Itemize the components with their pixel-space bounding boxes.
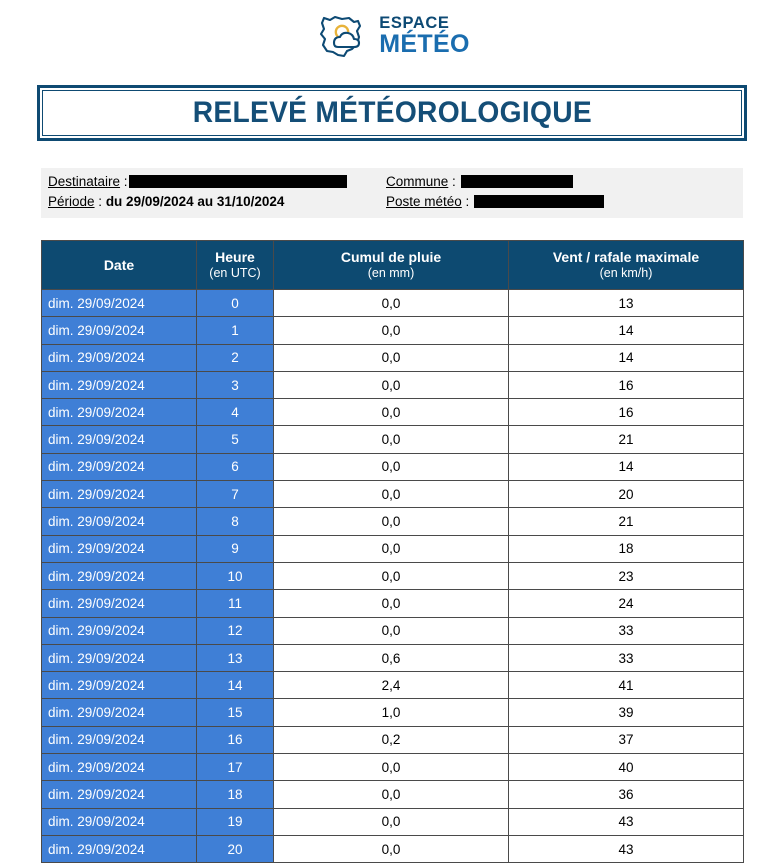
cell-heure: 18 (197, 781, 274, 808)
cell-date: dim. 29/09/2024 (42, 562, 197, 589)
cell-cumul-pluie: 0,0 (274, 835, 509, 862)
measurements-table-wrap (41, 240, 743, 857)
cell-heure: 8 (197, 508, 274, 535)
cell-vent-rafale: 14 (509, 453, 744, 480)
logo-line-espace: ESPACE (379, 13, 450, 32)
column-header-heure-sub: (en UTC) (209, 265, 261, 280)
table-row (42, 781, 744, 808)
periode-label: Période (48, 194, 95, 209)
cell-cumul-pluie: 0,0 (274, 317, 509, 344)
cell-date: dim. 29/09/2024 (42, 371, 197, 398)
cell-date: dim. 29/09/2024 (42, 290, 197, 317)
column-header-vent-sub: (en km/h) (599, 265, 653, 280)
cell-date: dim. 29/09/2024 (42, 644, 197, 671)
info-field-commune (386, 174, 573, 189)
cell-heure: 7 (197, 481, 274, 508)
page-title-box (37, 85, 747, 141)
column-header-vent-main: Vent / rafale maximale (552, 249, 700, 266)
info-row-first (48, 174, 743, 194)
cell-vent-rafale: 23 (509, 562, 744, 589)
table-row (42, 426, 744, 453)
column-header-pluie-sub: (en mm) (367, 265, 415, 280)
cell-cumul-pluie: 0,0 (274, 562, 509, 589)
measurements-table (41, 240, 744, 863)
table-row (42, 453, 744, 480)
table-row (42, 562, 744, 589)
report-info-bar (41, 168, 743, 218)
cell-vent-rafale: 40 (509, 754, 744, 781)
cell-date: dim. 29/09/2024 (42, 754, 197, 781)
cell-heure: 10 (197, 562, 274, 589)
info-field-periode (48, 194, 386, 209)
cell-date: dim. 29/09/2024 (42, 453, 197, 480)
cell-heure: 0 (197, 290, 274, 317)
cell-vent-rafale: 14 (509, 344, 744, 371)
cell-date: dim. 29/09/2024 (42, 508, 197, 535)
cell-heure: 19 (197, 808, 274, 835)
cell-date: dim. 29/09/2024 (42, 317, 197, 344)
table-row (42, 508, 744, 535)
cell-vent-rafale: 21 (509, 508, 744, 535)
cell-cumul-pluie: 1,0 (274, 699, 509, 726)
cell-date: dim. 29/09/2024 (42, 808, 197, 835)
destinataire-label: Destinataire (48, 174, 121, 189)
cell-heure: 5 (197, 426, 274, 453)
cell-cumul-pluie: 0,0 (274, 344, 509, 371)
column-header-cumul-de-pluie (274, 241, 509, 290)
info-field-destinataire (48, 174, 386, 189)
cell-date: dim. 29/09/2024 (42, 726, 197, 753)
cell-date: dim. 29/09/2024 (42, 835, 197, 862)
logo-line-meteo: MÉTÉO (379, 30, 470, 59)
cell-vent-rafale: 39 (509, 699, 744, 726)
commune-redacted-value (461, 175, 573, 188)
cell-heure: 15 (197, 699, 274, 726)
cell-vent-rafale: 33 (509, 617, 744, 644)
cell-date: dim. 29/09/2024 (42, 344, 197, 371)
cell-vent-rafale: 24 (509, 590, 744, 617)
table-row (42, 399, 744, 426)
table-row (42, 290, 744, 317)
cell-heure: 9 (197, 535, 274, 562)
cell-cumul-pluie: 0,0 (274, 535, 509, 562)
poste-meteo-separator: : (461, 194, 474, 209)
cell-heure: 13 (197, 644, 274, 671)
cell-vent-rafale: 16 (509, 399, 744, 426)
column-header-date-main: Date (103, 256, 135, 273)
table-row (42, 808, 744, 835)
cell-vent-rafale: 16 (509, 371, 744, 398)
table-row (42, 726, 744, 753)
cell-cumul-pluie: 0,0 (274, 508, 509, 535)
cell-cumul-pluie: 0,6 (274, 644, 509, 671)
cell-heure: 12 (197, 617, 274, 644)
table-row (42, 617, 744, 644)
cell-date: dim. 29/09/2024 (42, 781, 197, 808)
cell-vent-rafale: 41 (509, 672, 744, 699)
column-header-pluie-main: Cumul de pluie (340, 249, 442, 266)
cell-heure: 1 (197, 317, 274, 344)
cell-heure: 3 (197, 371, 274, 398)
cell-vent-rafale: 37 (509, 726, 744, 753)
table-row (42, 754, 744, 781)
cell-cumul-pluie: 0,0 (274, 371, 509, 398)
cell-date: dim. 29/09/2024 (42, 672, 197, 699)
cell-date: dim. 29/09/2024 (42, 617, 197, 644)
destinataire-separator: : (120, 174, 128, 189)
cell-cumul-pluie: 0,0 (274, 426, 509, 453)
table-row (42, 481, 744, 508)
periode-separator: : (94, 194, 106, 209)
cell-heure: 16 (197, 726, 274, 753)
table-row (42, 835, 744, 862)
table-header (42, 241, 744, 290)
cell-cumul-pluie: 0,0 (274, 754, 509, 781)
table-row (42, 371, 744, 398)
cell-cumul-pluie: 0,0 (274, 617, 509, 644)
brand-header (0, 0, 784, 72)
logo-text (379, 15, 469, 58)
cell-cumul-pluie: 0,0 (274, 399, 509, 426)
cell-heure: 20 (197, 835, 274, 862)
cell-cumul-pluie: 0,0 (274, 481, 509, 508)
cell-date: dim. 29/09/2024 (42, 399, 197, 426)
cell-cumul-pluie: 0,0 (274, 290, 509, 317)
cell-cumul-pluie: 0,0 (274, 453, 509, 480)
column-header-vent-rafale (509, 241, 744, 290)
cell-heure: 14 (197, 672, 274, 699)
table-body (42, 290, 744, 863)
table-row (42, 344, 744, 371)
cell-date: dim. 29/09/2024 (42, 535, 197, 562)
cell-vent-rafale: 33 (509, 644, 744, 671)
cell-cumul-pluie: 0,2 (274, 726, 509, 753)
table-row (42, 535, 744, 562)
page-title: RELEVÉ MÉTÉOROLOGIQUE (192, 96, 592, 129)
poste-meteo-redacted-value (474, 195, 604, 208)
cell-date: dim. 29/09/2024 (42, 699, 197, 726)
table-row (42, 644, 744, 671)
column-header-heure (197, 241, 274, 290)
logo (314, 13, 469, 59)
cell-vent-rafale: 36 (509, 781, 744, 808)
cell-vent-rafale: 18 (509, 535, 744, 562)
cell-vent-rafale: 43 (509, 808, 744, 835)
table-row (42, 672, 744, 699)
cell-date: dim. 29/09/2024 (42, 590, 197, 617)
cell-heure: 17 (197, 754, 274, 781)
poste-meteo-label: Poste météo (386, 194, 462, 209)
cell-cumul-pluie: 0,0 (274, 590, 509, 617)
info-row-second (48, 194, 743, 214)
table-header-row (42, 241, 744, 290)
cell-date: dim. 29/09/2024 (42, 426, 197, 453)
cell-vent-rafale: 20 (509, 481, 744, 508)
periode-value: du 29/09/2024 au 31/10/2024 (105, 194, 285, 209)
cell-heure: 11 (197, 590, 274, 617)
destinataire-redacted-value (129, 175, 347, 188)
commune-label: Commune (386, 174, 449, 189)
cell-heure: 6 (197, 453, 274, 480)
cell-cumul-pluie: 0,0 (274, 781, 509, 808)
column-header-date (42, 241, 197, 290)
cell-vent-rafale: 21 (509, 426, 744, 453)
table-row (42, 699, 744, 726)
cell-vent-rafale: 43 (509, 835, 744, 862)
cell-cumul-pluie: 0,0 (274, 808, 509, 835)
cell-vent-rafale: 14 (509, 317, 744, 344)
cell-vent-rafale: 13 (509, 290, 744, 317)
cell-heure: 4 (197, 399, 274, 426)
commune-separator: : (448, 174, 460, 189)
info-field-poste-meteo (386, 194, 604, 209)
cell-cumul-pluie: 2,4 (274, 672, 509, 699)
column-header-heure-main: Heure (215, 249, 255, 266)
table-row (42, 590, 744, 617)
france-map-sun-cloud-icon (314, 13, 370, 59)
table-row (42, 317, 744, 344)
cell-date: dim. 29/09/2024 (42, 481, 197, 508)
cell-heure: 2 (197, 344, 274, 371)
